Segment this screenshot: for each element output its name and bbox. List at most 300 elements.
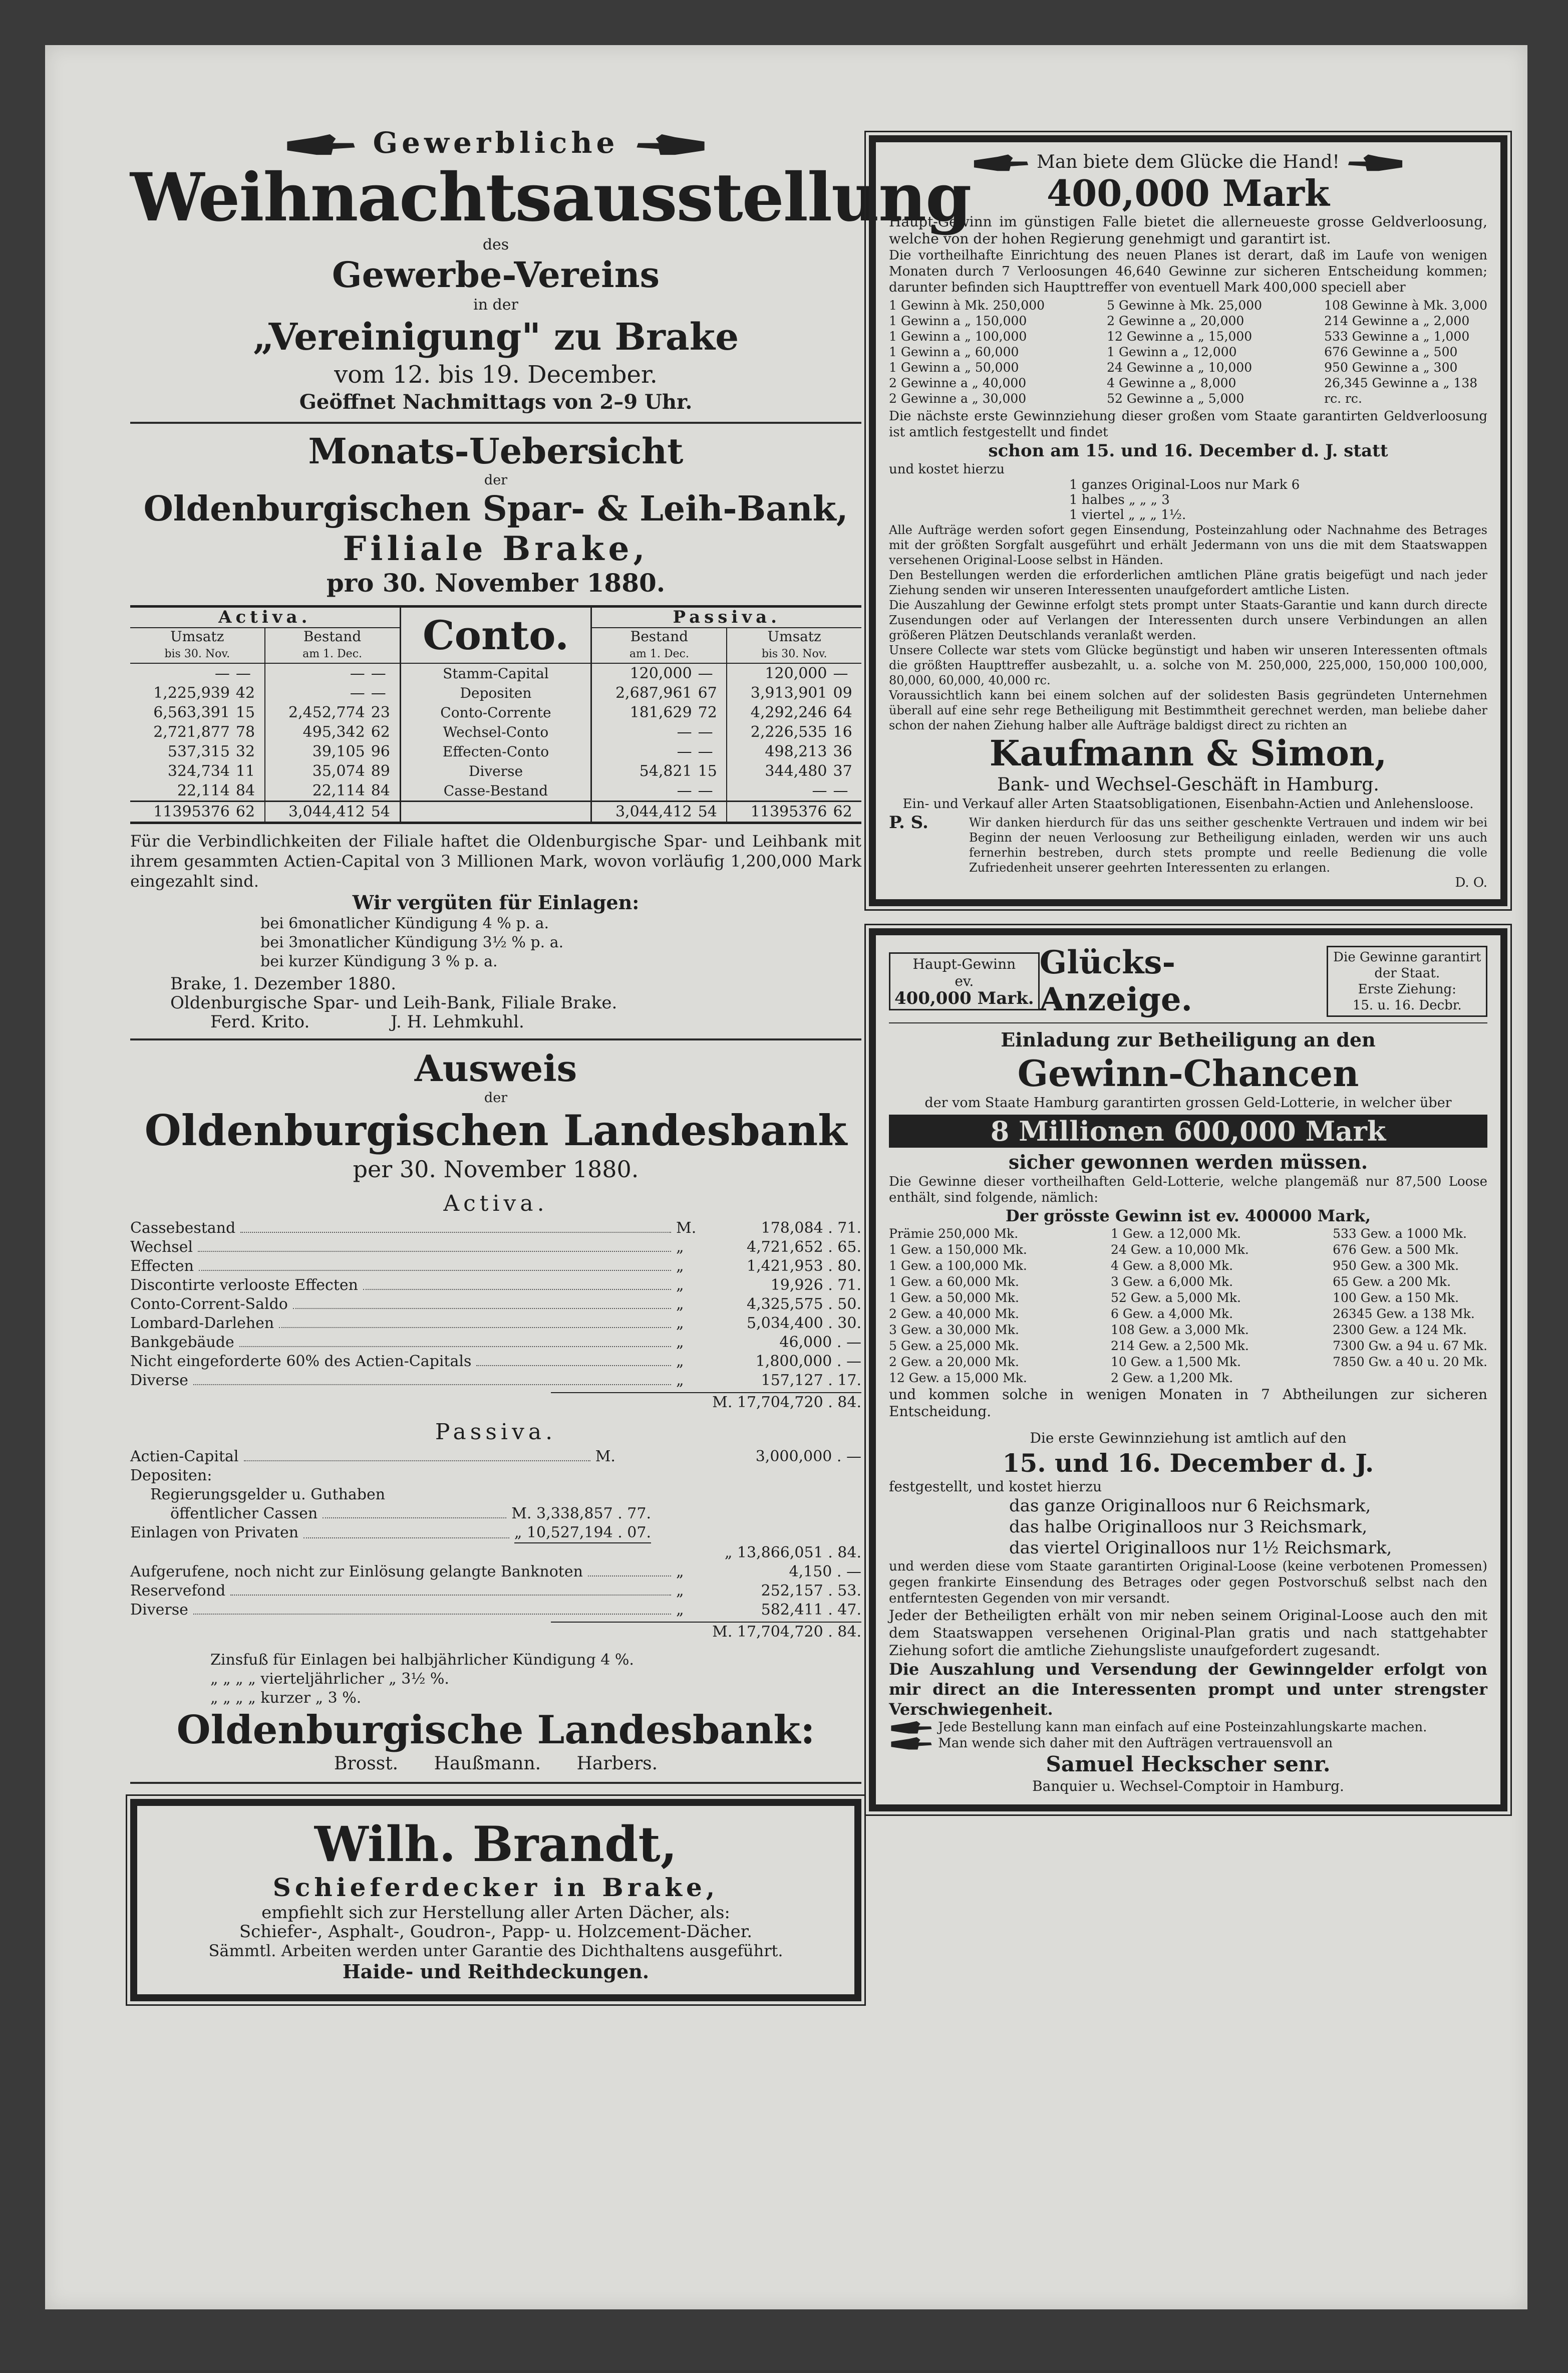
conto-cell-ua: 537,315 bbox=[167, 743, 230, 760]
total-ua: 11395376 bbox=[153, 803, 230, 821]
conto-cell-ba: 35,074 bbox=[265, 761, 368, 781]
landesbank-der: der bbox=[484, 1090, 508, 1106]
depositen-name: öffentlicher Cassen bbox=[170, 1505, 318, 1522]
conto-total-row bbox=[130, 802, 861, 823]
conto-cell-bp: — bbox=[677, 782, 692, 800]
kaufmann-text: Die nächste erste Gewinnziehung dieser großen vom Staate garantirten Geldverloosung ist amtlich festgestellt und findet bbox=[889, 409, 1487, 440]
heckscher-text: Jede Bestellung kann man einfach auf eine Posteinzahlungskarte machen. bbox=[938, 1720, 1427, 1735]
heckscher-text: und kommen solche in wenigen Monaten in 7 Abtheilungen zur sicheren Entscheidung. bbox=[889, 1386, 1487, 1420]
prize-line: 10 Gew. a 1,500 Mk. bbox=[1111, 1355, 1241, 1369]
kaufmann-amount: 400,000 Mark bbox=[1047, 172, 1330, 214]
conto-cell-bp-c: 72 bbox=[698, 704, 717, 721]
conto-cell-ba: — bbox=[265, 683, 368, 703]
entry-value: 1,800,000 . — bbox=[755, 1353, 861, 1370]
entry-value: 582,411 . 47. bbox=[761, 1601, 861, 1619]
exhibition-line1: Gewerbliche bbox=[373, 126, 619, 160]
conto-cell-name: Conto-Corrente bbox=[400, 703, 591, 722]
dot-leader bbox=[244, 1447, 590, 1461]
heckscher-title: Glücks-Anzeige. bbox=[1039, 944, 1192, 1018]
prize-line: 3 Gew. a 30,000 Mk. bbox=[889, 1323, 1019, 1337]
kaufmann-text: und kostet hierzu bbox=[889, 462, 1005, 477]
box-line: Haupt-Gewinn bbox=[912, 956, 1016, 972]
kaufmann-draw-date: schon am 15. und 16. December d. J. statt bbox=[988, 441, 1388, 461]
prize-line: 12 Gew. a 15,000 Mk. bbox=[889, 1371, 1027, 1385]
report-bank-name: Oldenburgischen Spar- & Leih-Bank, bbox=[143, 489, 848, 529]
report-signature-bank: Oldenburgische Spar- und Leih-Bank, Filiale Brake. bbox=[170, 993, 617, 1013]
prize-line: 7850 Gw. a 40 u. 20 Mk. bbox=[1333, 1355, 1487, 1369]
entry-value: 157,127 . 17. bbox=[761, 1372, 861, 1389]
prize-line: 2300 Gew. a 124 Mk. bbox=[1333, 1323, 1467, 1337]
col-umsatz-passiva bbox=[727, 628, 861, 663]
dot-leader bbox=[303, 1523, 509, 1538]
liability-text: Für die Verbindlichkeiten der Filiale haftet die Oldenburgische Spar- und Leihbank mit ihrem gesammten Actien-Capital von 3 Millionen Mark, wovon vorläufig 1,200,000 Mark eingezahlt sind. bbox=[130, 832, 861, 891]
dot-leader bbox=[323, 1504, 506, 1518]
conto-cell-bp-c: — bbox=[698, 723, 713, 741]
pointing-hand-icon bbox=[889, 1720, 934, 1735]
conto-cell-bp-c: 67 bbox=[698, 684, 717, 702]
heckscher-text: und werden diese vom Staate garantirten Original-Loose (keine verbotenen Promessen) gegen frankirte Einsendung des Betrages oder gegen Postvorschuß selbst nach den entferntesten Gegenden von mir versandt. bbox=[889, 1559, 1487, 1606]
entry-value: 46,000 . — bbox=[779, 1334, 861, 1351]
price-line: das halbe Originalloos nur 3 Reichsmark, bbox=[1009, 1517, 1368, 1537]
landesbank-activa-total: M. 17,704,720 . 84. bbox=[551, 1392, 861, 1412]
conto-cell-ua: 6,563,391 bbox=[153, 704, 230, 721]
guarantee-box bbox=[1327, 946, 1487, 1017]
entry-currency: „ bbox=[676, 1276, 684, 1294]
entry-name: Wechsel bbox=[130, 1238, 193, 1256]
kaufmann-text: Voraussichtlich kann bei einem solchen auf der solidesten Basis gegründeten Unternehmen überall auf eine sehr rege Betheiligung mit Bestimmtheit gerechnet werden, man beliebe daher schon der nahen Ziehung halber alle Aufträge baldigst direct zu richten an bbox=[889, 688, 1487, 732]
entry-currency: M. bbox=[676, 1219, 697, 1237]
entry-currency: „ bbox=[676, 1238, 684, 1256]
conto-row bbox=[130, 781, 861, 802]
conto-cell-ua: 324,734 bbox=[167, 762, 230, 780]
depositen-row bbox=[130, 1523, 861, 1543]
entry-currency: M. bbox=[595, 1448, 615, 1465]
right-column bbox=[869, 135, 1507, 1811]
kaufmann-firm-sub2: Ein- und Verkauf aller Arten Staatsobligationen, Eisenbahn-Actien und Anlehensloose. bbox=[902, 797, 1474, 812]
prize-line: 5 Gewinne à Mk. 25,000 bbox=[1107, 298, 1263, 313]
box-line: 15. u. 16. Decbr. bbox=[1352, 998, 1462, 1013]
heckscher-biggest: Der grösste Gewinn ist ev. 400000 Mark, bbox=[1005, 1206, 1371, 1225]
conto-cell-ba-c: 89 bbox=[371, 762, 390, 780]
dot-leader bbox=[363, 1276, 671, 1290]
conto-cell-ua: 22,114 bbox=[177, 782, 230, 800]
kaufmann-firm-sub: Bank- und Wechsel-Geschäft in Hamburg. bbox=[997, 774, 1379, 795]
depositen-name: Einlagen von Privaten bbox=[130, 1524, 299, 1541]
entry-value: 1,421,953 . 80. bbox=[747, 1257, 861, 1275]
landesbank-entry bbox=[130, 1371, 861, 1390]
divider bbox=[130, 1038, 861, 1040]
entry-name: Bankgebäude bbox=[130, 1334, 234, 1351]
prize-line: 2 Gewinne a „ 40,000 bbox=[889, 376, 1027, 390]
heckscher-text: Die Auszahlung und Versendung der Gewinngelder erfolgt von mir direct an die Interessenten prompt und unter strengster Verschwiegenheit. bbox=[889, 1660, 1487, 1719]
dot-leader bbox=[476, 1352, 671, 1366]
landesbank-entry bbox=[130, 1562, 861, 1581]
prize-line: 1 Gew. a 50,000 Mk. bbox=[889, 1290, 1019, 1305]
prize-line: 950 Gew. a 300 Mk. bbox=[1333, 1258, 1459, 1273]
conto-cell-name: Wechsel-Conto bbox=[400, 722, 591, 742]
entry-value: 19,926 . 71. bbox=[770, 1276, 861, 1294]
prize-line: 24 Gew. a 10,000 Mk. bbox=[1111, 1242, 1249, 1257]
spar-leih-bank-report bbox=[130, 431, 861, 1031]
col-bestand-passiva-sub: am 1. Dec. bbox=[629, 648, 689, 660]
entry-value: 178,084 . 71. bbox=[761, 1219, 861, 1237]
prize-line: rc. rc. bbox=[1324, 391, 1362, 406]
conto-row bbox=[130, 663, 861, 683]
conto-cell-ba-c: — bbox=[371, 665, 386, 682]
kaufmann-top: Man biete dem Glücke die Hand! bbox=[1036, 152, 1340, 172]
kaufmann-text: Unsere Collecte war stets vom Glücke begünstigt und haben wir unseren Interessenten oftmals die größten Haupttreffer ausbezahlt, u. a. solche von M. 250,000, 225,000, 150,000 100,000, 80,000, 60,000, 40,000 rc. bbox=[889, 643, 1487, 687]
prize-line: 1 Gew. a 12,000 Mk. bbox=[1111, 1226, 1241, 1241]
prize-line: 1 Gew. a 60,000 Mk. bbox=[889, 1274, 1019, 1289]
entry-currency: „ bbox=[676, 1314, 684, 1332]
prize-line: Prämie 250,000 Mk. bbox=[889, 1226, 1019, 1241]
conto-cell-up: 4,292,246 bbox=[727, 703, 830, 722]
conto-cell-ua-c: 78 bbox=[235, 723, 255, 741]
dot-leader bbox=[230, 1581, 671, 1596]
landesbank-date: per 30. November 1880. bbox=[353, 1156, 639, 1183]
prize-line: 1 Gewinn à Mk. 250,000 bbox=[889, 298, 1045, 313]
conto-cell-ba: — bbox=[265, 663, 368, 683]
col-bestand-activa bbox=[265, 628, 400, 663]
entry-value: 252,157 . 53. bbox=[761, 1582, 861, 1600]
conto-cell-up: 498,213 bbox=[727, 742, 830, 761]
entry-name: Actien-Capital bbox=[130, 1448, 239, 1465]
dot-leader bbox=[588, 1562, 671, 1576]
prize-column bbox=[1324, 298, 1487, 406]
entry-value: 4,325,575 . 50. bbox=[747, 1295, 861, 1313]
depositen-label: Depositen: bbox=[130, 1467, 212, 1484]
brandt-line: Schiefer-, Asphalt-, Goudron-, Papp- u. Holzcement-Dächer. bbox=[239, 1922, 753, 1942]
entry-value: 4,150 . — bbox=[789, 1563, 861, 1580]
conto-cell-up-c: — bbox=[833, 665, 848, 682]
conto-cell-bp: 2,687,961 bbox=[615, 684, 692, 702]
heckscher-contact-line bbox=[889, 1735, 1487, 1751]
conto-cell-ua-c: 15 bbox=[235, 704, 255, 721]
heckscher-ad bbox=[869, 928, 1507, 1811]
prize-line: 1 Gewinn a „ 50,000 bbox=[889, 360, 1019, 375]
ps-label: P. S. bbox=[889, 813, 928, 833]
landesbank-activa-label: Activa. bbox=[443, 1191, 548, 1216]
heckscher-firm: Banquier u. Wechsel-Comptoir in Hamburg. bbox=[1032, 1778, 1344, 1794]
haupt-gewinn-box bbox=[889, 952, 1040, 1010]
prize-line: 65 Gew. a 200 Mk. bbox=[1333, 1274, 1451, 1289]
prize-line: 4 Gewinne a „ 8,000 bbox=[1107, 376, 1236, 390]
interest-line: bei 3monatlicher Kündigung 3½ % p. a. bbox=[260, 934, 564, 951]
prize-line: 3 Gew. a 6,000 Mk. bbox=[1111, 1274, 1233, 1289]
conto-cell-bp-c: — bbox=[698, 665, 713, 682]
landesbank-report bbox=[130, 1047, 861, 1775]
conto-cell-ua-c: — bbox=[235, 665, 251, 682]
entry-currency: „ bbox=[676, 1372, 684, 1389]
entry-name: Nicht eingeforderte 60% des Actien-Capitals bbox=[130, 1353, 472, 1370]
entry-currency: „ bbox=[676, 1334, 684, 1351]
ps-text: Wir danken hierdurch für das uns seither geschenkte Vertrauen und indem wir bei Beginn der neuen Verloosung zur Betheiligung einladen, werden wir uns auch fernerhin bestreben, durch stets prompte und reelle Bedienung die volle Zufriedenheit unserer geehrten Interessenten zu erlangen. bbox=[969, 816, 1487, 875]
total-ua-c: 62 bbox=[235, 803, 255, 821]
col-umsatz-activa bbox=[130, 628, 265, 663]
box-line: Die Gewinne garantirt der Staat. bbox=[1333, 950, 1481, 981]
entry-name: Conto-Corrent-Saldo bbox=[130, 1295, 288, 1313]
exhibition-dates: vom 12. bis 19. December. bbox=[334, 361, 658, 389]
heckscher-text: Man wende sich daher mit den Aufträgen vertrauensvoll an bbox=[938, 1736, 1333, 1751]
prize-line: 6 Gew. a 4,000 Mk. bbox=[1111, 1306, 1233, 1321]
conto-header: Conto. bbox=[400, 607, 591, 664]
heckscher-first-draw: Die erste Gewinnziehung ist amtlich auf den bbox=[1030, 1430, 1347, 1446]
activa-header: Activa. bbox=[130, 607, 400, 628]
report-der: der bbox=[484, 472, 508, 488]
report-place-date: Brake, 1. Dezember 1880. bbox=[170, 974, 397, 994]
exhibition-des: des bbox=[482, 236, 509, 253]
landesbank-entry bbox=[130, 1447, 861, 1466]
landesbank-entry bbox=[130, 1276, 861, 1295]
report-title: Monats-Uebersicht bbox=[308, 430, 684, 472]
prize-line: 1 Gewinn a „ 100,000 bbox=[889, 329, 1027, 344]
price-line: 1 halbes „ „ „ 3 bbox=[1069, 492, 1170, 507]
prize-line: 5 Gew. a 25,000 Mk. bbox=[889, 1339, 1019, 1353]
landesbank-passiva-list bbox=[130, 1562, 861, 1620]
depositen-line: Regierungsgelder u. Guthaben bbox=[150, 1486, 386, 1503]
conto-cell-bp-c: — bbox=[698, 782, 713, 800]
pointing-hand-icon bbox=[628, 133, 713, 158]
conto-cell-ba: 2,452,774 bbox=[265, 703, 368, 722]
conto-cell-ua-c: 11 bbox=[235, 762, 255, 780]
conto-cell-up: 344,480 bbox=[727, 761, 830, 781]
prize-line: 533 Gew. a 1000 Mk. bbox=[1333, 1226, 1467, 1241]
dot-leader bbox=[193, 1601, 671, 1615]
dot-leader bbox=[279, 1314, 671, 1328]
col-umsatz-activa-label: Umsatz bbox=[170, 628, 224, 645]
prize-column bbox=[889, 1226, 1027, 1386]
prize-column bbox=[889, 298, 1045, 406]
entry-value: 3,000,000 . — bbox=[755, 1448, 861, 1465]
total-ba: 3,044,412 bbox=[265, 802, 368, 823]
interest-head: Wir vergüten für Einlagen: bbox=[352, 891, 640, 914]
price-line: 1 ganzes Original-Loos nur Mark 6 bbox=[1069, 477, 1300, 492]
kaufmann-prize-table bbox=[889, 298, 1487, 406]
conto-cell-ba-c: 23 bbox=[371, 704, 390, 721]
conto-cell-up-c: — bbox=[833, 782, 848, 800]
prize-line: 108 Gew. a 3,000 Mk. bbox=[1111, 1323, 1249, 1337]
kaufmann-ps bbox=[889, 815, 1487, 875]
price-line: 1 viertel „ „ „ 1½. bbox=[1069, 507, 1186, 522]
landesbank-title: Ausweis bbox=[414, 1047, 577, 1090]
col-bestand-passiva-label: Bestand bbox=[630, 628, 689, 645]
entry-currency: „ bbox=[676, 1601, 684, 1619]
divider bbox=[130, 422, 861, 424]
kaufmann-ps-sign: D. O. bbox=[1455, 875, 1487, 890]
conto-cell-up: 2,226,535 bbox=[727, 722, 830, 742]
dot-leader bbox=[199, 1257, 671, 1271]
conto-cell-bp: — bbox=[677, 723, 692, 741]
prize-line: 108 Gewinne à Mk. 3,000 bbox=[1324, 298, 1487, 313]
kaufmann-prices bbox=[1069, 477, 1487, 522]
col-umsatz-passiva-sub: bis 30. Nov. bbox=[761, 648, 827, 660]
heckscher-prize-table bbox=[889, 1226, 1487, 1386]
price-line: das viertel Originalloos nur 1½ Reichsmark, bbox=[1009, 1538, 1392, 1558]
prize-line: 4 Gew. a 8,000 Mk. bbox=[1111, 1258, 1233, 1273]
landesbank-entry bbox=[130, 1295, 861, 1314]
dot-leader bbox=[193, 1371, 671, 1385]
report-signers bbox=[210, 1012, 861, 1031]
conto-cell-ua-c: 84 bbox=[235, 782, 255, 800]
box-line: 400,000 Mark. bbox=[894, 988, 1034, 1008]
interest-line: bei kurzer Kündigung 3 % p. a. bbox=[260, 953, 498, 970]
kaufmann-text: Die Auszahlung der Gewinne erfolgt stets prompt unter Staats-Garantie und kann durch directe Zusendungen oder auf Verlangen der Interessenten durch unsere Verbindungen an allen größeren Plätzen Deutschlands veranlaßt werden. bbox=[889, 598, 1487, 642]
entry-value: 4,721,652 . 65. bbox=[747, 1238, 861, 1256]
dot-leader bbox=[239, 1333, 671, 1347]
conto-cell-ua-c: 32 bbox=[235, 743, 255, 760]
box-line: ev. bbox=[955, 973, 974, 989]
conto-cell-ba: 39,105 bbox=[265, 742, 368, 761]
heckscher-invite: Einladung zur Betheiligung an den bbox=[1001, 1028, 1376, 1051]
col-umsatz-activa-sub: bis 30. Nov. bbox=[164, 648, 230, 660]
prize-line: 2 Gew. a 1,200 Mk. bbox=[1111, 1371, 1233, 1385]
entry-value: 5,034,400 . 30. bbox=[747, 1314, 861, 1332]
conto-cell-name: Casse-Bestand bbox=[400, 781, 591, 802]
landesbank-name: Oldenburgischen Landesbank bbox=[144, 1106, 847, 1155]
prize-line: 7300 Gw. a 94 u. 67 Mk. bbox=[1333, 1339, 1487, 1353]
conto-cell-ba: 495,342 bbox=[265, 722, 368, 742]
heckscher-fixed: festgestellt, und kostet hierzu bbox=[889, 1478, 1102, 1495]
conto-cell-ua: 2,721,877 bbox=[153, 723, 230, 741]
landesbank-signer: Brosst. bbox=[334, 1753, 399, 1774]
conto-row bbox=[130, 703, 861, 722]
report-date: pro 30. November 1880. bbox=[326, 568, 666, 598]
col-bestand-activa-sub: am 1. Dec. bbox=[302, 648, 363, 660]
conto-cell-bp: 120,000 bbox=[630, 665, 692, 682]
landesbank-entry bbox=[130, 1601, 861, 1620]
total-bp-c: 54 bbox=[698, 803, 717, 821]
pointing-hand-icon bbox=[278, 133, 364, 158]
prize-line: 214 Gewinne a „ 2,000 bbox=[1324, 314, 1470, 328]
heckscher-prices bbox=[1009, 1495, 1487, 1558]
conto-row bbox=[130, 722, 861, 742]
brandt-trade: Schieferdecker in Brake, bbox=[272, 1873, 719, 1902]
total-up: 11395376 bbox=[727, 802, 830, 823]
interest-lines bbox=[260, 914, 861, 971]
conto-cell-name: Stamm-Capital bbox=[400, 663, 591, 683]
prize-line: 676 Gew. a 500 Mk. bbox=[1333, 1242, 1459, 1257]
landesbank-activa-list bbox=[130, 1219, 861, 1390]
prize-line: 2 Gew. a 40,000 Mk. bbox=[889, 1306, 1019, 1321]
passiva-header: Passiva. bbox=[591, 607, 861, 628]
col-bestand-passiva bbox=[591, 628, 727, 663]
landesbank-rates bbox=[210, 1651, 861, 1708]
pointing-hand-icon bbox=[1345, 153, 1405, 173]
dot-leader bbox=[293, 1295, 671, 1309]
depositen-value: „ 10,527,194 . 07. bbox=[514, 1523, 651, 1543]
entry-name: Aufgerufene, noch nicht zur Einlösung gelangte Banknoten bbox=[130, 1563, 583, 1580]
prize-line: 214 Gew. a 2,500 Mk. bbox=[1111, 1339, 1249, 1353]
depositen-row bbox=[170, 1504, 861, 1523]
landesbank-entry bbox=[130, 1238, 861, 1257]
entry-name: Diverse bbox=[130, 1372, 188, 1389]
prize-line: 1 Gewinn a „ 60,000 bbox=[889, 345, 1019, 359]
landesbank-footer-name: Oldenburgische Landesbank: bbox=[176, 1707, 815, 1753]
prize-line: 2 Gewinne a „ 20,000 bbox=[1107, 314, 1244, 328]
total-up-c: 62 bbox=[833, 803, 852, 821]
prize-line: 1 Gew. a 100,000 Mk. bbox=[889, 1258, 1027, 1273]
conto-cell-ba-c: 96 bbox=[371, 743, 390, 760]
signer: J. H. Lehmkuhl. bbox=[390, 1012, 524, 1032]
prize-line: 52 Gew. a 5,000 Mk. bbox=[1111, 1290, 1241, 1305]
landesbank-entry bbox=[130, 1581, 861, 1601]
kaufmann-text: Den Bestellungen werden die erforderlichen amtlichen Pläne gratis beigefügt und nach jeder Ziehung senden wir unseren Interessenten unaufgefordert amtliche Listen. bbox=[889, 568, 1487, 597]
heckscher-millions: 8 Millionen 600,000 Mark bbox=[889, 1115, 1487, 1148]
total-spacer bbox=[400, 802, 591, 823]
conto-cell-up-c: 16 bbox=[833, 723, 852, 741]
prize-line: 12 Gewinne a „ 15,000 bbox=[1107, 329, 1252, 344]
heckscher-text: Jeder der Betheiligten erhält von mir neben seinem Original-Loose auch den mit dem Staatswappen versehenen Original-Plan gratis und nach stattgehabter Ziehung sofort die amtliche Ziehungsliste unaufgefordert zugesandt. bbox=[889, 1607, 1487, 1659]
heckscher-text: Die Gewinne dieser vortheilhaften Geld-Lotterie, welche plangemäß nur 87,500 Loose enthält, sind folgende, nämlich: bbox=[889, 1174, 1487, 1205]
prize-line: 1 Gewinn a „ 150,000 bbox=[889, 314, 1027, 328]
entry-name: Diverse bbox=[130, 1601, 188, 1619]
pointing-hand-icon bbox=[971, 153, 1031, 173]
landesbank-passiva-label: Passiva. bbox=[435, 1419, 557, 1445]
dot-leader bbox=[198, 1238, 671, 1252]
entry-currency: „ bbox=[676, 1582, 684, 1600]
conto-cell-name: Effecten-Conto bbox=[400, 742, 591, 761]
depositen-value: M. 3,338,857 . 77. bbox=[511, 1505, 651, 1522]
kaufmann-top-line bbox=[889, 151, 1487, 173]
prize-line: 2 Gew. a 20,000 Mk. bbox=[889, 1355, 1019, 1369]
rate-line: Zinsfuß für Einlagen bei halbjährlicher Kündigung 4 %. bbox=[210, 1651, 634, 1669]
entry-name: Cassebestand bbox=[130, 1219, 236, 1237]
price-line: das ganze Originalloos nur 6 Reichsmark, bbox=[1009, 1496, 1371, 1516]
conto-cell-ba-c: 62 bbox=[371, 723, 390, 741]
prize-line: 533 Gewinne a „ 1,000 bbox=[1324, 329, 1470, 344]
conto-table bbox=[130, 605, 861, 824]
brandt-line: Sämmtl. Arbeiten werden unter Garantie des Dichthaltens ausgeführt. bbox=[208, 1941, 783, 1960]
total-ba-c: 54 bbox=[371, 803, 390, 821]
entry-name: Reservefond bbox=[130, 1582, 226, 1600]
heckscher-order-line bbox=[889, 1719, 1487, 1735]
conto-cell-name: Diverse bbox=[400, 761, 591, 781]
conto-cell-bp-c: 15 bbox=[698, 762, 717, 780]
conto-row bbox=[130, 683, 861, 703]
entry-currency: „ bbox=[676, 1353, 684, 1370]
conto-cell-ba-c: — bbox=[371, 684, 386, 702]
col-umsatz-passiva-label: Umsatz bbox=[767, 628, 821, 645]
prize-line: 2 Gewinne a „ 30,000 bbox=[889, 391, 1027, 406]
interest-line: bei 6monatlicher Kündigung 4 % p. a. bbox=[260, 915, 549, 932]
pointing-hand-icon bbox=[889, 1736, 934, 1751]
conto-cell-up: — bbox=[727, 781, 830, 802]
exhibition-verein: Gewerbe-Vereins bbox=[332, 254, 660, 296]
prize-line: 1 Gewinn a „ 12,000 bbox=[1107, 345, 1237, 359]
exhibition-hours: Geöffnet Nachmittags von 2–9 Uhr. bbox=[299, 390, 693, 414]
heckscher-draw-dates: 15. und 16. December d. J. bbox=[1002, 1448, 1374, 1478]
prize-line: 1 Gew. a 150,000 Mk. bbox=[889, 1242, 1027, 1257]
entry-name: Effecten bbox=[130, 1257, 194, 1275]
brandt-line: empfiehlt sich zur Herstellung aller Arten Dächer, als: bbox=[261, 1903, 730, 1923]
prize-line: 26345 Gew. a 138 Mk. bbox=[1333, 1306, 1475, 1321]
conto-cell-bp-c: — bbox=[698, 743, 713, 760]
conto-cell-name: Depositen bbox=[400, 683, 591, 703]
landesbank-entry bbox=[130, 1333, 861, 1352]
rate-line: „ „ „ „ vierteljährlicher „ 3½ %. bbox=[210, 1670, 449, 1688]
landesbank-passiva-total: M. 17,704,720 . 84. bbox=[551, 1622, 861, 1642]
entry-currency: „ bbox=[676, 1563, 684, 1580]
conto-cell-up-c: 36 bbox=[833, 743, 852, 760]
conto-cell-ua-c: 42 bbox=[235, 684, 255, 702]
conto-cell-up-c: 37 bbox=[833, 762, 852, 780]
col-bestand-activa-label: Bestand bbox=[303, 628, 362, 645]
entry-currency: „ bbox=[676, 1257, 684, 1275]
heckscher-header bbox=[889, 944, 1487, 1018]
kaufmann-simon-ad bbox=[869, 135, 1507, 906]
kaufmann-text: Haupt-Gewinn im günstigen Falle bietet die allerneueste grosse Geldverloosung, welche von der hohen Regierung genehmigt und garantirt ist. bbox=[889, 213, 1487, 247]
conto-cell-up-c: 64 bbox=[833, 704, 852, 721]
